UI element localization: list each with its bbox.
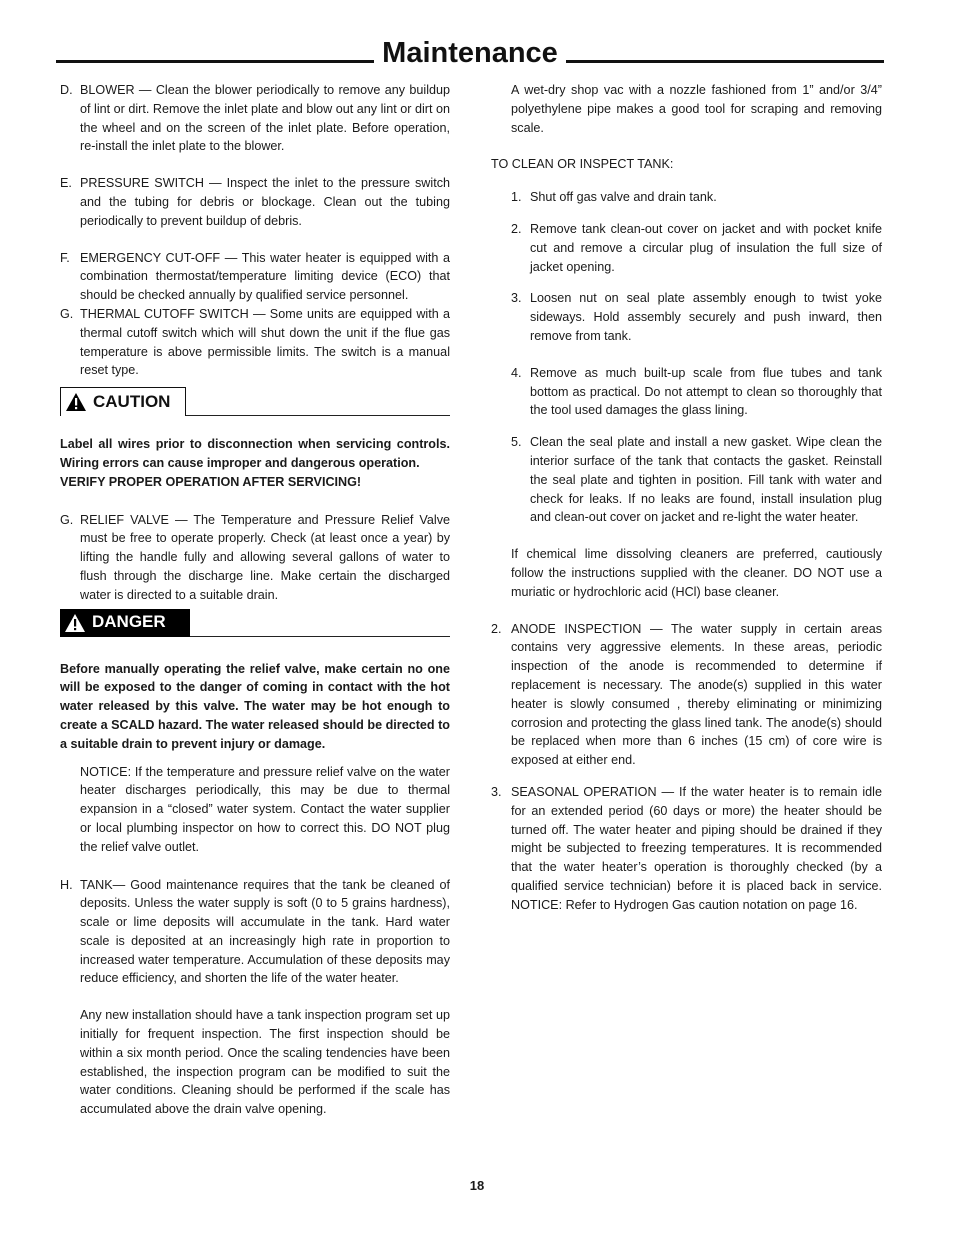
step-item	[511, 433, 882, 527]
notice-text: NOTICE: If the temperature and pressure relief valve on the water heater discharges periodically, this may be due to thermal expansion in a “closed” water system. Contact the water supplier or local plumbing inspector on how to correct this. DO NOT plug the relief valve outlet.	[80, 764, 450, 854]
step-text: Remove as much built-up scale from flue tubes and tank bottom as practical. Do not attempt to clean so thoroughly that the tool used damages the glass lining.	[530, 365, 882, 418]
step-text: Loosen nut on seal plate assembly enough to twist yoke sideways. Hold assembly securely and push inward, then remove from tank.	[530, 291, 882, 343]
section-text: TANK— Good maintenance requires that the tank be cleaned of deposits. Unless the water supply is soft (0 to 5 grains hardness), scale or lime deposits will accumulate in the tank. Hard water scale is deposited at an increasingly high rate in proportion to increased water temperature. Accumulation of these deposits may reduce efficiency, and shorten the life of the water heater.	[80, 877, 450, 986]
danger-badge	[60, 609, 190, 637]
caution-banner	[60, 388, 450, 416]
section-text: ANODE INSPECTION — The water supply in certain areas contains very aggressive elements. In these areas, periodic inspection of the anode is recommended to determine if replacement is necessary. The anode(s) supplied in this water heater is slowly consumed , thereby eliminating or minimizing corrosion and protecting the glass lined tank. The anode(s) should be replaced when more than 6 inches (15 cm) of core wire is exposed at either end.	[511, 621, 882, 768]
step-number: 3.	[511, 291, 522, 306]
caution-badge	[60, 387, 186, 416]
step-item	[511, 220, 882, 276]
section-2-anode-inspection	[491, 620, 882, 770]
danger-text: Before manually operating the relief valve, make certain no one will be exposed to the danger of coming in contact with the hot water released by this valve. The water may be hot enough to create a SCALD hazard. The water released should be directed to a suitable drain to prevent injury or damage.	[60, 661, 450, 751]
warning-triangle-icon	[64, 613, 86, 633]
section-g-thermal-cutoff	[60, 305, 450, 380]
page-number: 18	[469, 1178, 485, 1193]
section-marker: F.	[60, 250, 70, 265]
warning-triangle-icon	[65, 392, 87, 412]
section-marker: G.	[60, 512, 74, 527]
page-title: Maintenance	[382, 37, 558, 69]
section-3-seasonal-operation	[491, 783, 882, 915]
section-marker: 3.	[491, 784, 502, 799]
section-e-pressure-switch	[60, 174, 450, 230]
step-text: Clean the seal plate and install a new gasket. Wipe clean the interior surface of the tank that contacts the gasket. Reinstall the seal plate and tighten in position. Fill tank with water and check for leaks. If no leaks are found, install insulation plug and clean-out cover on jacket and re-light the water heater.	[530, 435, 882, 525]
section-text: PRESSURE SWITCH — Inspect the inlet to the pressure switch and the tubing for debris or blockage. Clean out the tubing periodically to prevent buildup of debris.	[80, 176, 450, 228]
section-f-emergency-cutoff	[60, 249, 450, 305]
step-number: 4.	[511, 365, 522, 380]
section-text: BLOWER — Clean the blower periodically to remove any buildup of lint or dirt. Remove the inlet plate and blow out any lint or dirt on the wheel and on the screen of the inlet plate. Before operation, re-install the inlet plate to the blower.	[80, 83, 450, 154]
section-d-blower	[60, 81, 450, 156]
section-marker: D.	[60, 83, 73, 97]
chemical-cleaner-text: If chemical lime dissolving cleaners are preferred, cautiously follow the instructions supplied with the cleaner. DO NOT use a muriatic or hydrochloric acid (HCl) base cleaner.	[511, 547, 882, 599]
section-marker: H.	[60, 877, 73, 892]
step-number: 1.	[511, 190, 522, 205]
step-item	[511, 364, 882, 420]
section-marker: G.	[60, 306, 74, 321]
title-rule-right	[566, 60, 884, 63]
cleaning-steps	[491, 188, 882, 527]
step-item	[511, 289, 882, 345]
section-marker: E.	[60, 176, 72, 191]
section-h-tank	[60, 876, 450, 989]
step-text: Remove tank clean-out cover on jacket and with pocket knife cut and remove a circular plug of insulation the full size of jacket opening.	[530, 221, 882, 274]
danger-label: DANGER	[92, 612, 166, 632]
left-column	[60, 81, 450, 1119]
clean-inspect-heading: TO CLEAN OR INSPECT TANK:	[491, 157, 674, 172]
caution-verify-text: VERIFY PROPER OPERATION AFTER SERVICING!	[60, 474, 362, 489]
section-g-relief-valve	[60, 511, 450, 605]
tank-inspection-text: Any new installation should have a tank inspection program set up initially for frequent inspection. The first inspection should be within a six month period. Once the scaling tendencies have been established, the inspection program can be modified to suit the water conditions. Cleaning should be performed if the scale has accumulated above the drain valve opening.	[80, 1008, 450, 1117]
section-text: RELIEF VALVE — The Temperature and Pressure Relief Valve must be free to operate properly. Check (at least once a year) by lifting the handle fully and allowing several gallons of water to flush through the discharge line. Make certain the discharged water is directed to a suitable drain.	[80, 512, 450, 602]
section-marker: 2.	[491, 621, 502, 636]
shop-vac-text: A wet-dry shop vac with a nozzle fashioned from 1” and/or 3/4” polyethylene pipe makes a good tool for scraping and removing scale.	[511, 83, 882, 135]
section-text: EMERGENCY CUT-OFF — This water heater is equipped with a combination thermostat/temperature limiting device (ECO) that should be checked annually by qualified service personnel.	[80, 250, 450, 303]
step-item	[511, 188, 882, 207]
caution-text: Label all wires prior to disconnection when servicing controls. Wiring errors can cause improper and dangerous operation.	[60, 437, 450, 470]
step-number: 5.	[511, 435, 522, 450]
page-header	[56, 36, 884, 70]
title-rule-left	[56, 60, 374, 63]
section-text: SEASONAL OPERATION — If the water heater is to remain idle for an extended period (60 days or more) the heater should be turned off. The water heater and piping should be drained if they might be subjected to freezing temperatures. It is recommended that the water heater’s operation is thoroughly checked (by a qualified service technician) before it is placed back in service. NOTICE: Refer to Hydrogen Gas caution notation on page 16.	[511, 784, 882, 912]
right-column	[491, 81, 882, 914]
step-number: 2.	[511, 221, 522, 236]
section-text: THERMAL CUTOFF SWITCH — Some units are equipped with a thermal cutoff switch which will shut down the unit if the flue gas temperature is above permissible limits. The switch is a manual reset type.	[80, 306, 450, 378]
danger-banner	[60, 609, 450, 637]
step-text: Shut off gas valve and drain tank.	[530, 190, 717, 205]
caution-label: CAUTION	[93, 391, 171, 411]
